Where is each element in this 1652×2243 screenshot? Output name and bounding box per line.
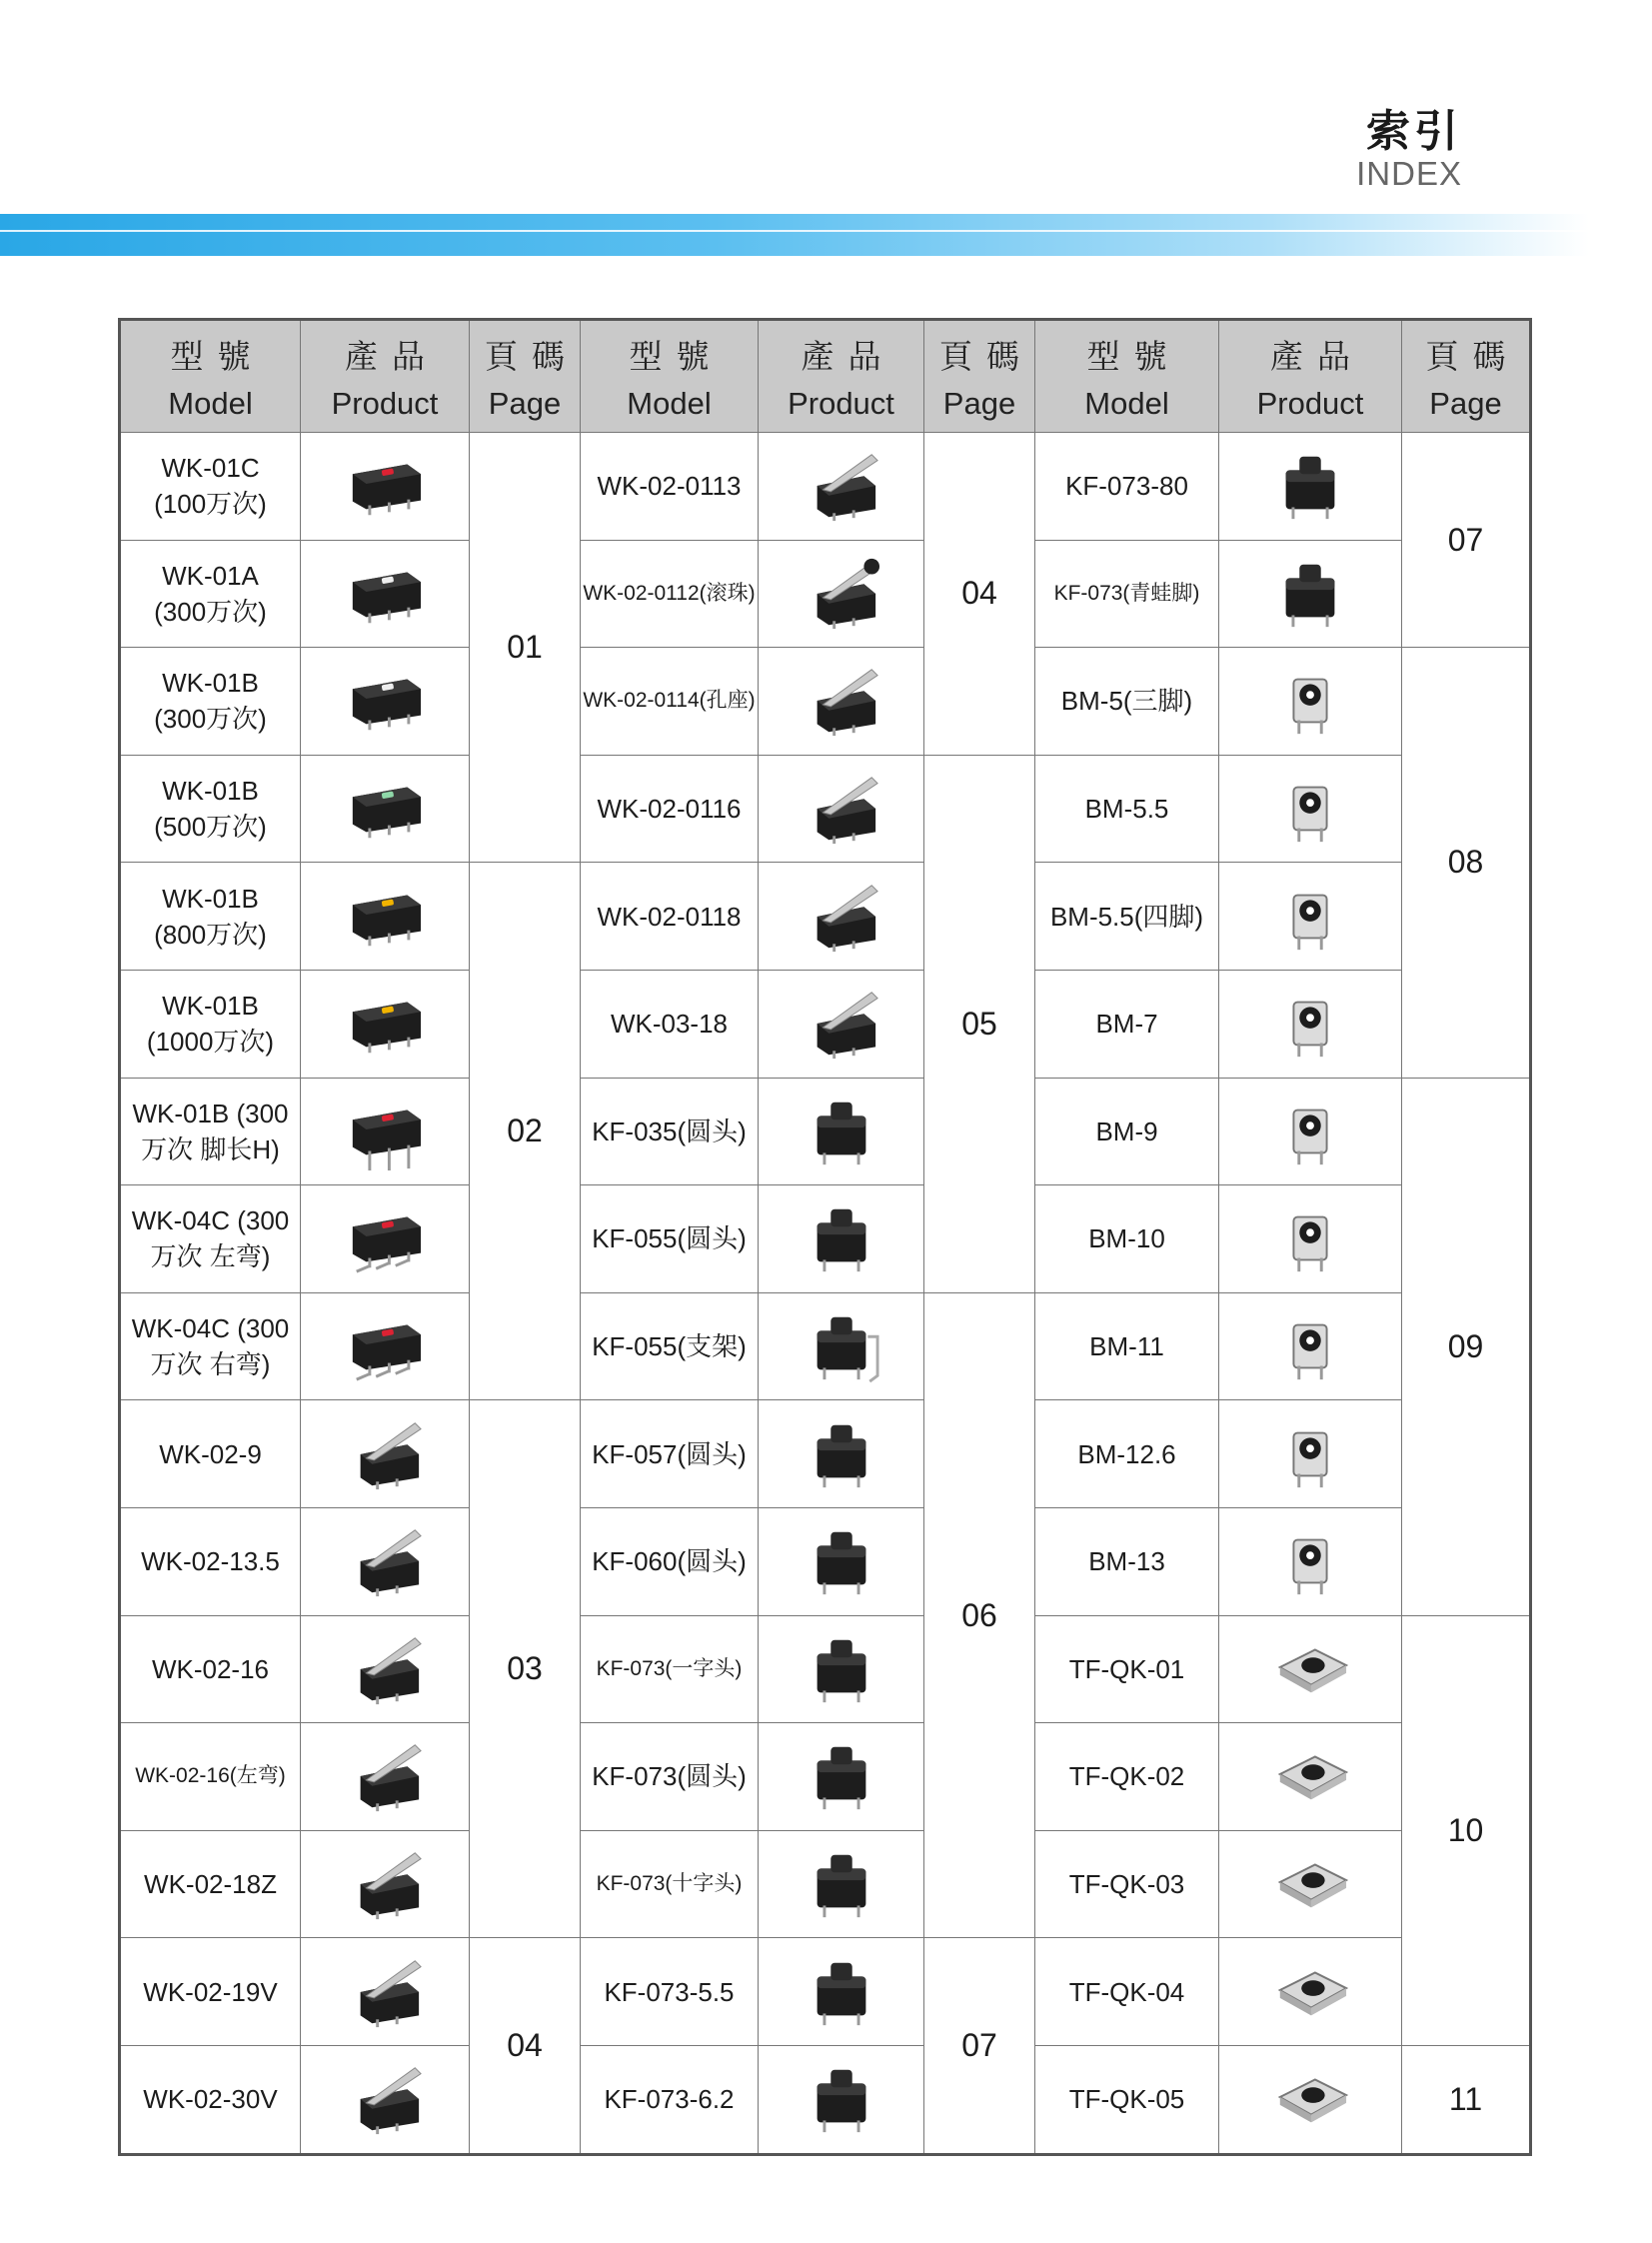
col2-product-cell <box>759 1292 924 1400</box>
tact-switch-icon <box>759 1737 923 1815</box>
col2-product-cell <box>759 1723 924 1831</box>
micro-switch-white-icon <box>301 555 469 633</box>
micro-switch-red-icon <box>301 447 469 525</box>
col2-product-cell <box>759 433 924 541</box>
col2-model-cell: WK-02-0114(孔座) <box>581 648 759 756</box>
micro-switch-white-icon <box>301 662 469 740</box>
col3-page-cell: 11 <box>1402 2045 1531 2154</box>
col2-page-header: 頁碼 Page <box>924 320 1035 433</box>
col1-product-cell <box>301 863 470 971</box>
micro-switch-long-pin-icon <box>301 1093 469 1170</box>
col2-product-cell <box>759 648 924 756</box>
col1-product-cell <box>301 970 470 1078</box>
lever-switch-icon <box>759 447 923 525</box>
lever-switch-icon <box>759 985 923 1063</box>
col3-product-cell <box>1219 433 1402 541</box>
col3-page-header: 頁碼 Page <box>1402 320 1531 433</box>
table-row <box>120 1292 1531 1400</box>
col3-product-cell <box>1219 1938 1402 2046</box>
smd-switch-icon <box>1219 1953 1401 2031</box>
col1-product-cell <box>301 1938 470 2046</box>
table-row <box>120 1830 1531 1938</box>
table-row <box>120 970 1531 1078</box>
col1-product-cell <box>301 1507 470 1615</box>
encoder-icon <box>1219 1522 1401 1600</box>
tact-switch-icon <box>759 2060 923 2138</box>
col3-model-cell: KF-073-80 <box>1035 433 1219 541</box>
table-row <box>120 863 1531 971</box>
col3-product-cell <box>1219 2045 1402 2154</box>
table-row <box>120 755 1531 863</box>
col2-model-cell: WK-03-18 <box>581 970 759 1078</box>
table-row <box>120 1400 1531 1508</box>
table-row <box>120 1723 1531 1831</box>
col2-product-cell <box>759 755 924 863</box>
col3-product-cell <box>1219 1185 1402 1293</box>
col1-product-cell <box>301 648 470 756</box>
col1-model-cell: WK-02-16(左弯) <box>120 1723 301 1831</box>
table-row <box>120 1615 1531 1723</box>
table-header-row <box>120 320 1531 433</box>
lever-switch-icon <box>301 1522 469 1600</box>
col1-model-cell: WK-02-9 <box>120 1400 301 1508</box>
col3-product-cell <box>1219 1507 1402 1615</box>
table-row <box>120 1938 1531 2046</box>
col1-model-cell: WK-01C (100万次) <box>120 433 301 541</box>
tact-switch-icon <box>759 1845 923 1923</box>
col2-product-cell <box>759 1507 924 1615</box>
lever-switch-icon <box>759 878 923 956</box>
col2-product-cell <box>759 1185 924 1293</box>
col2-product-cell <box>759 1938 924 2046</box>
col2-model-cell: KF-055(支架) <box>581 1292 759 1400</box>
roller-lever-switch-icon <box>759 555 923 633</box>
lever-switch-icon <box>759 770 923 848</box>
smd-switch-icon <box>1219 1737 1401 1815</box>
col2-page-cell: 04 <box>924 433 1035 756</box>
col2-model-cell: KF-073(十字头) <box>581 1830 759 1938</box>
col3-product-cell <box>1219 1292 1402 1400</box>
col1-product-cell <box>301 755 470 863</box>
index-table <box>118 318 1532 2156</box>
col3-product-cell <box>1219 755 1402 863</box>
col3-model-cell: BM-5.5(四脚) <box>1035 863 1219 971</box>
col2-model-cell: KF-055(圆头) <box>581 1185 759 1293</box>
tact-switch-icon <box>759 1093 923 1170</box>
tact-switch-icon <box>759 1953 923 2031</box>
col1-model-cell: WK-02-19V <box>120 1938 301 2046</box>
micro-switch-yellow-icon <box>301 878 469 956</box>
col3-page-cell: 09 <box>1402 1078 1531 1615</box>
col2-product-cell <box>759 540 924 648</box>
col1-model-cell: WK-02-30V <box>120 2045 301 2154</box>
table-row <box>120 540 1531 648</box>
col3-product-cell <box>1219 540 1402 648</box>
col1-page-cell: 04 <box>470 1938 581 2154</box>
col2-model-cell: WK-02-0112(滚珠) <box>581 540 759 648</box>
micro-switch-right-bend-icon <box>301 1307 469 1385</box>
col3-model-cell: BM-5.5 <box>1035 755 1219 863</box>
col2-page-cell: 06 <box>924 1292 1035 1938</box>
smd-switch-icon <box>1219 1845 1401 1923</box>
tact-switch-icon <box>1219 447 1401 525</box>
col1-product-cell <box>301 1723 470 1831</box>
encoder-icon <box>1219 1093 1401 1170</box>
table-row <box>120 648 1531 756</box>
col3-model-cell: KF-073(青蛙脚) <box>1035 540 1219 648</box>
header-band-highlight <box>0 230 1589 232</box>
lever-switch-icon <box>301 1953 469 2031</box>
col1-model-cell: WK-02-16 <box>120 1615 301 1723</box>
col1-product-header: 產品 Product <box>301 320 470 433</box>
col2-page-cell: 05 <box>924 755 1035 1292</box>
col2-product-cell <box>759 2045 924 2154</box>
index-title-cn: 索引 <box>1366 106 1462 157</box>
table-row <box>120 433 1531 541</box>
col3-model-cell: BM-12.6 <box>1035 1400 1219 1508</box>
col3-product-cell <box>1219 1830 1402 1938</box>
col1-page-cell: 03 <box>470 1400 581 1938</box>
col1-model-header: 型號 Model <box>120 320 301 433</box>
col3-model-cell: TF-QK-02 <box>1035 1723 1219 1831</box>
col1-model-cell: WK-04C (300 万次 右弯) <box>120 1292 301 1400</box>
lever-switch-icon <box>301 1845 469 1923</box>
col1-model-cell: WK-02-13.5 <box>120 1507 301 1615</box>
lever-switch-icon <box>301 1737 469 1815</box>
col3-model-header: 型號 Model <box>1035 320 1219 433</box>
col1-product-cell <box>301 1292 470 1400</box>
tact-switch-icon <box>759 1199 923 1277</box>
col1-model-cell: WK-01B (300万次) <box>120 648 301 756</box>
col2-model-cell: WK-02-0113 <box>581 433 759 541</box>
encoder-icon <box>1219 770 1401 848</box>
col3-model-cell: TF-QK-05 <box>1035 2045 1219 2154</box>
col1-product-cell <box>301 1615 470 1723</box>
lever-switch-icon <box>301 2060 469 2138</box>
col2-product-cell <box>759 970 924 1078</box>
col1-model-cell: WK-01B (300 万次 脚长H) <box>120 1078 301 1185</box>
col2-model-cell: KF-073(一字头) <box>581 1615 759 1723</box>
col3-page-cell: 10 <box>1402 1615 1531 2045</box>
col1-product-cell <box>301 1830 470 1938</box>
col3-page-cell: 07 <box>1402 433 1531 648</box>
col2-product-cell <box>759 1830 924 1938</box>
col2-product-cell <box>759 863 924 971</box>
col2-model-cell: KF-073(圆头) <box>581 1723 759 1831</box>
col3-product-cell <box>1219 1723 1402 1831</box>
col1-model-cell: WK-01B (500万次) <box>120 755 301 863</box>
table-row <box>120 1185 1531 1293</box>
lever-switch-icon <box>301 1630 469 1708</box>
col1-model-cell: WK-02-18Z <box>120 1830 301 1938</box>
encoder-icon <box>1219 662 1401 740</box>
encoder-icon <box>1219 1307 1401 1385</box>
col1-product-cell <box>301 1185 470 1293</box>
col1-model-cell: WK-01B (1000万次) <box>120 970 301 1078</box>
col2-product-cell <box>759 1615 924 1723</box>
tact-switch-bracket-icon <box>759 1307 923 1385</box>
col1-page-cell: 01 <box>470 433 581 863</box>
micro-switch-green-icon <box>301 770 469 848</box>
col3-product-cell <box>1219 648 1402 756</box>
table-row <box>120 1507 1531 1615</box>
col1-product-cell <box>301 540 470 648</box>
col1-page-cell: 02 <box>470 863 581 1400</box>
col1-product-cell <box>301 1078 470 1185</box>
col2-model-cell: KF-073-6.2 <box>581 2045 759 2154</box>
encoder-icon <box>1219 985 1401 1063</box>
col3-model-cell: TF-QK-01 <box>1035 1615 1219 1723</box>
smd-switch-icon <box>1219 1630 1401 1708</box>
lever-switch-icon <box>759 662 923 740</box>
col1-page-header: 頁碼 Page <box>470 320 581 433</box>
col3-model-cell: BM-7 <box>1035 970 1219 1078</box>
col3-model-cell: BM-13 <box>1035 1507 1219 1615</box>
col2-model-cell: WK-02-0118 <box>581 863 759 971</box>
col3-product-cell <box>1219 863 1402 971</box>
col1-product-cell <box>301 1400 470 1508</box>
col1-model-cell: WK-01B (800万次) <box>120 863 301 971</box>
tact-switch-icon <box>759 1630 923 1708</box>
col2-model-cell: WK-02-0116 <box>581 755 759 863</box>
col2-product-header: 產品 Product <box>759 320 924 433</box>
col1-model-cell: WK-01A (300万次) <box>120 540 301 648</box>
col3-model-cell: BM-10 <box>1035 1185 1219 1293</box>
encoder-icon <box>1219 1415 1401 1493</box>
col2-model-cell: KF-073-5.5 <box>581 1938 759 2046</box>
tact-switch-icon <box>759 1415 923 1493</box>
table-row <box>120 2045 1531 2154</box>
col2-product-cell <box>759 1400 924 1508</box>
col3-model-cell: BM-11 <box>1035 1292 1219 1400</box>
col3-model-cell: BM-9 <box>1035 1078 1219 1185</box>
col1-product-cell <box>301 2045 470 2154</box>
table-row <box>120 1078 1531 1185</box>
lever-switch-icon <box>301 1415 469 1493</box>
col1-model-cell: WK-04C (300 万次 左弯) <box>120 1185 301 1293</box>
micro-switch-yellow-icon <box>301 985 469 1063</box>
col1-product-cell <box>301 433 470 541</box>
encoder-icon <box>1219 1199 1401 1277</box>
col2-model-header: 型號 Model <box>581 320 759 433</box>
smd-switch-icon <box>1219 2060 1401 2138</box>
encoder-icon <box>1219 878 1401 956</box>
index-title-en: INDEX <box>1356 155 1462 192</box>
header-band <box>0 214 1589 256</box>
tact-switch-icon <box>759 1522 923 1600</box>
col2-model-cell: KF-035(圆头) <box>581 1078 759 1185</box>
micro-switch-left-bend-icon <box>301 1199 469 1277</box>
col3-product-cell <box>1219 1400 1402 1508</box>
col2-model-cell: KF-060(圆头) <box>581 1507 759 1615</box>
col3-page-cell: 08 <box>1402 648 1531 1078</box>
col2-page-cell: 07 <box>924 1938 1035 2154</box>
col2-model-cell: KF-057(圆头) <box>581 1400 759 1508</box>
col2-product-cell <box>759 1078 924 1185</box>
col3-product-header: 產品 Product <box>1219 320 1402 433</box>
col3-model-cell: TF-QK-04 <box>1035 1938 1219 2046</box>
col3-product-cell <box>1219 1615 1402 1723</box>
col3-model-cell: BM-5(三脚) <box>1035 648 1219 756</box>
col3-model-cell: TF-QK-03 <box>1035 1830 1219 1938</box>
col3-product-cell <box>1219 970 1402 1078</box>
col3-product-cell <box>1219 1078 1402 1185</box>
tact-switch-icon <box>1219 555 1401 633</box>
